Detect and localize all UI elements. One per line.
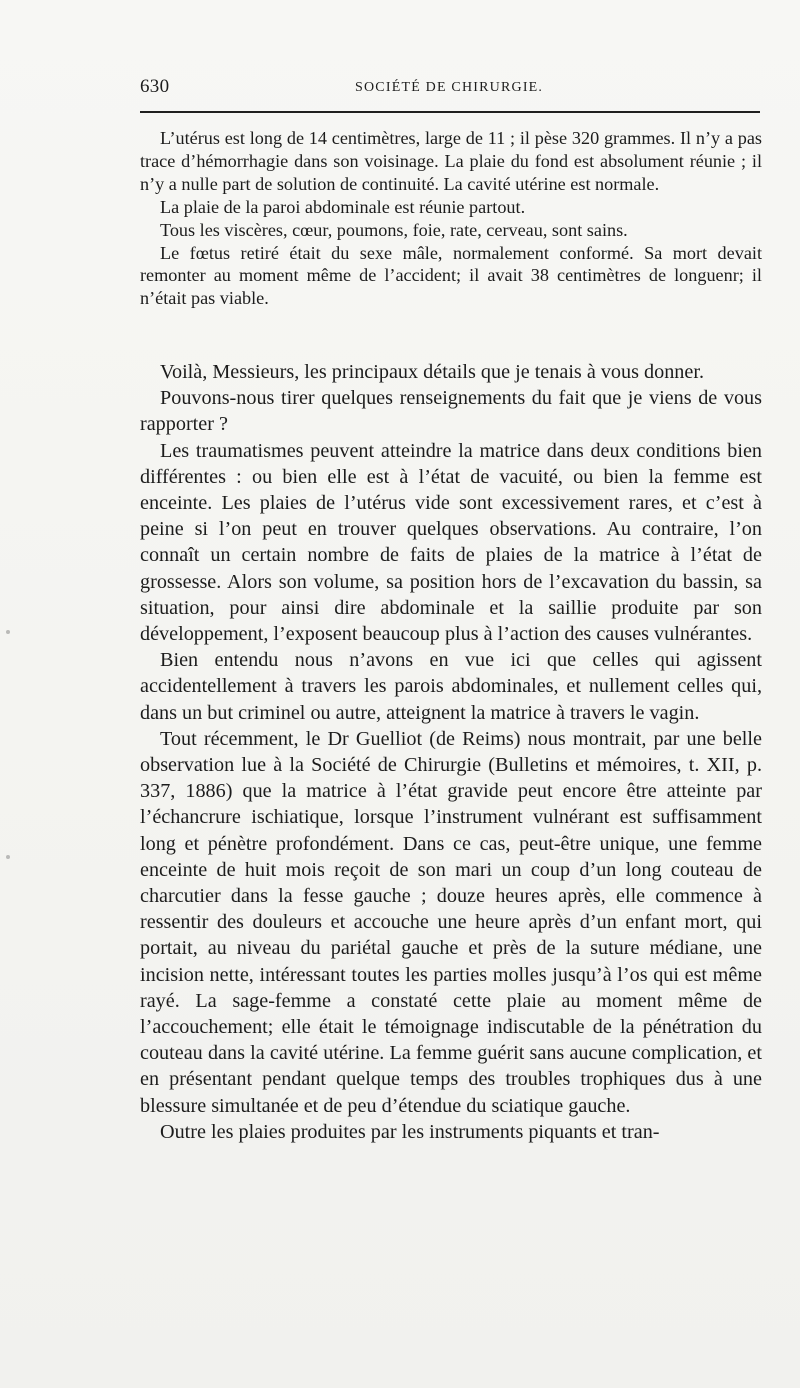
- small-paragraph-3: Tous les viscères, cœur, poumons, foie, rate, cerveau, sont sains.: [160, 219, 628, 240]
- page-number: 630: [140, 76, 170, 97]
- main-paragraph-4: Bien entendu nous n’avons en vue ici que celles qui agissent accidentellement à travers les parois abdominales, et nullement celles qui, dans un but criminel ou autre, atteignent la matrice à travers le vagin.: [140, 649, 762, 724]
- page-header: [140, 74, 760, 104]
- small-paragraph-1: L’utérus est long de 14 centimètres, large de 11 ; il pèse 320 grammes. Il n’y a pas trace d’hémorrhagie dans son voisinage. La plaie du fond est absolument réunie ; il n’y a nulle part de solution de continuité. La cavité utérine est normale.: [140, 128, 762, 194]
- small-paragraph-2: La plaie de la paroi abdominale est réunie partout.: [160, 196, 526, 217]
- main-paragraph-2: Pouvons-nous tirer quelques renseignements du fait que je viens de vous rapporter ?: [140, 387, 762, 436]
- margin-mark-2: [6, 855, 10, 859]
- margin-mark-1: [6, 630, 10, 634]
- small-paragraph-4: Le fœtus retiré était du sexe mâle, normalement conformé. Sa mort devait remonter au moment même de l’accident; il avait 38 centimètres de longuenr; il n’était pas viable.: [140, 242, 762, 309]
- main-paragraph-3: Les traumatismes peuvent atteindre la matrice dans deux conditions bien différentes : ou bien elle est à l’état de vacuité, ou bien la femme est enceinte. Les plaies de l’utérus vide sont excessivement rares, et c’est à peine si l’on peut en trouver quelques observations. Au contraire, l’on connaît un certain nombre de faits de plaies de la matrice à l’état de grossesse. Alors son volume, sa position hors de l’excavation du bassin, sa situation, pour ainsi dire abdominale et la saillie produite par son développement, l’exposent beaucoup plus à l’action des causes vulnérantes.: [140, 439, 762, 646]
- case-summary-block: [140, 127, 762, 310]
- header-rule: [140, 111, 760, 113]
- main-paragraph-6: Outre les plaies produites par les instruments piquants et tran-: [160, 1120, 660, 1143]
- main-paragraph-5: Tout récemment, le Dr Guelliot (de Reims) nous montrait, par une belle observation lue à la Société de Chirurgie (Bulletins et mémoires, t. XII, p. 337, 1886) que la matrice à l’état gravide peut encore être atteinte par l’échancrure ischiatique, lorsque l’instrument vulnérant est suffisamment long et pénètre profondément. Dans ce cas, peut-être unique, une femme enceinte de huit mois reçoit de son mari un coup d’un long couteau de charcutier dans la fesse gauche ; douze heures après, elle commence à ressentir des douleurs et accouche une heure après d’un enfant mort, qui portait, au niveau du pariétal gauche et près de la suture médiane, une incision nette, intéressant toutes les parties molles jusqu’à l’os qui est même rayé. La sage-femme a constaté cette plaie au moment même de l’accouchement; elle était le témoignage indiscutable de la pénétration du couteau dans la cavité utérine. La femme guérit sans aucune complication, et en présentant pendant quelque temps des troubles trophiques dus à une blessure simultanée et de peu d’étendue du sciatique gauche.: [140, 727, 762, 1117]
- running-head: SOCIÉTÉ DE CHIRURGIE.: [355, 80, 544, 95]
- main-paragraph-1: Voilà, Messieurs, les principaux détails que je tenais à vous donner.: [160, 361, 705, 383]
- main-body-text: [140, 359, 762, 1145]
